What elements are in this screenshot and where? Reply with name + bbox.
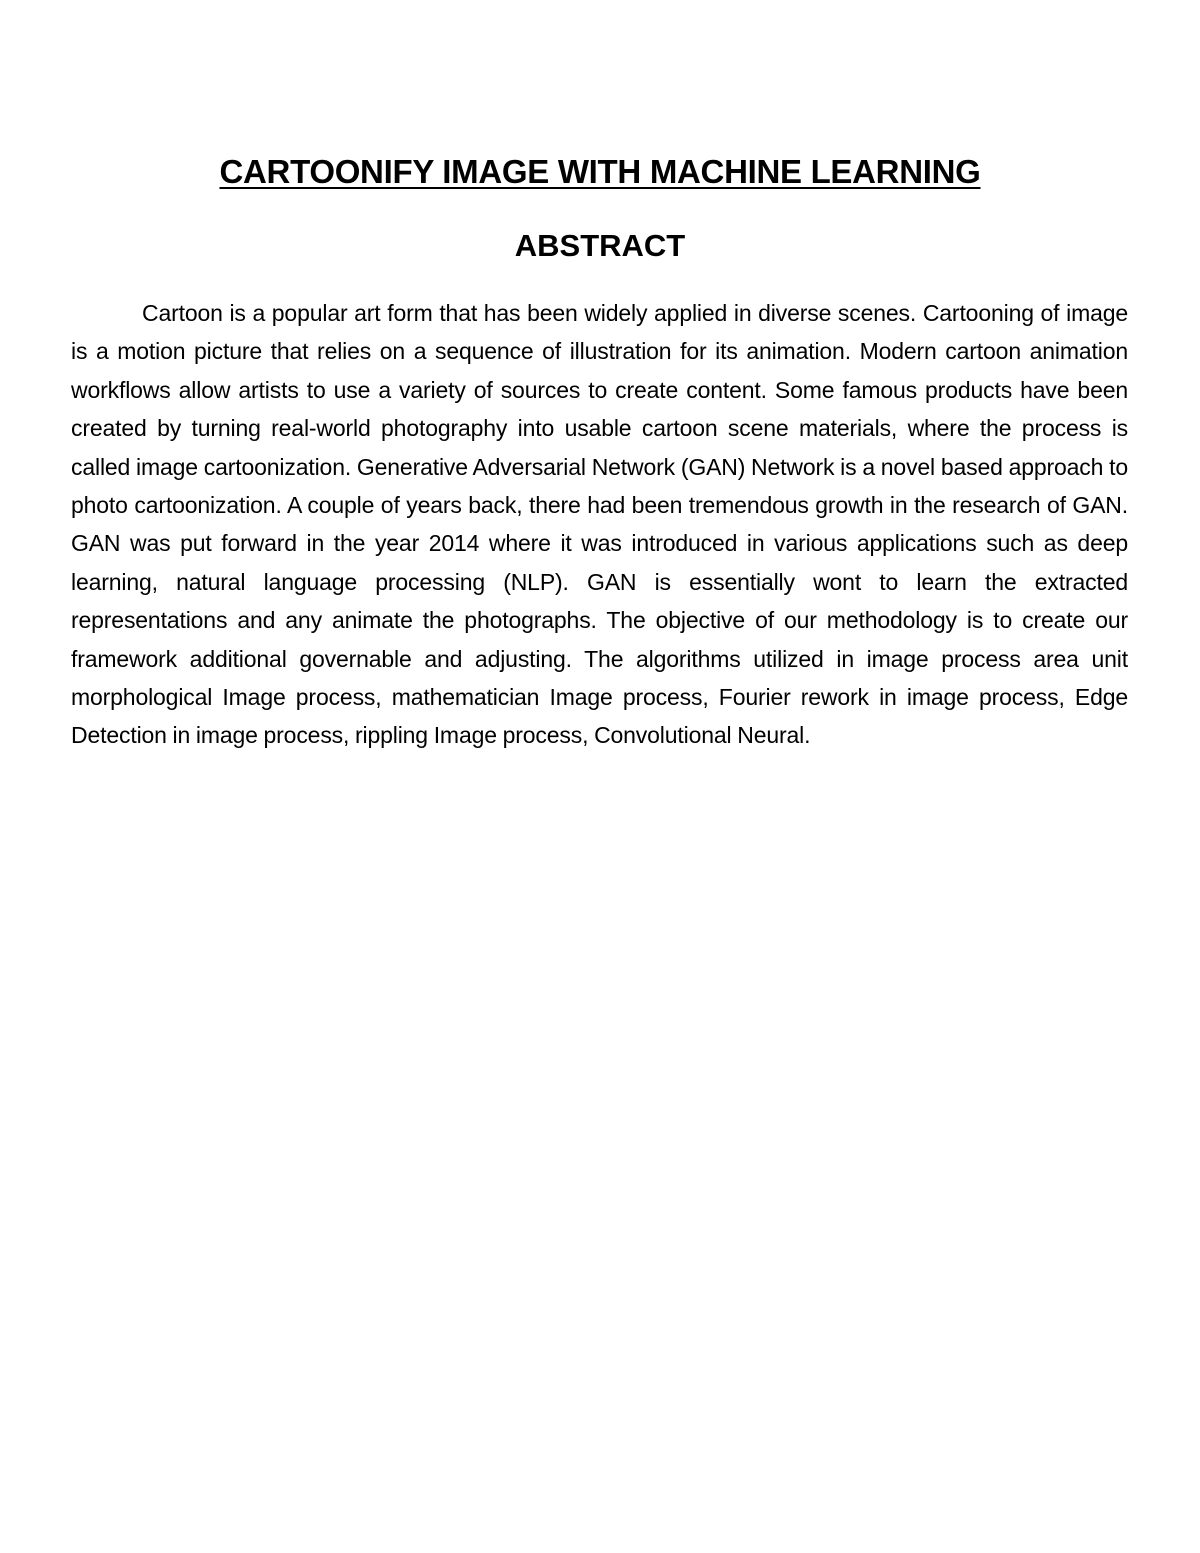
abstract-paragraph: Cartoon is a popular art form that has been widely applied in diverse scenes. Cartooning of image is a motion picture that relies on a sequence of illustration for its animation. Modern cartoon animation workflows allow artists to use a variety of sources to create content. Some famous products have been created by turning real-world photography into usable cartoon scene materials, where the process is called image cartoonization. Generative Adversarial Network (GAN) Network is a novel based approach to photo cartoonization. A couple of years back, there had been tremendous growth in the research of GAN. GAN was put forward in the year 2014 where it was introduced in various applications such as deep learning, natural language processing (NLP). GAN is essentially wont to learn the extracted representations and any animate the photographs. The objective of our methodology is to create our framework additional governable and adjusting. The algorithms utilized in image process area unit morphological Image process, mathematician Image process, Fourier rework in image process, Edge Detection in image process, rippling Image process, Convolutional Neural. — [71, 300, 1128, 749]
abstract-heading: ABSTRACT — [514, 228, 686, 263]
document-title: CARTOONIFY IMAGE WITH MACHINE LEARNING — [219, 153, 981, 190]
